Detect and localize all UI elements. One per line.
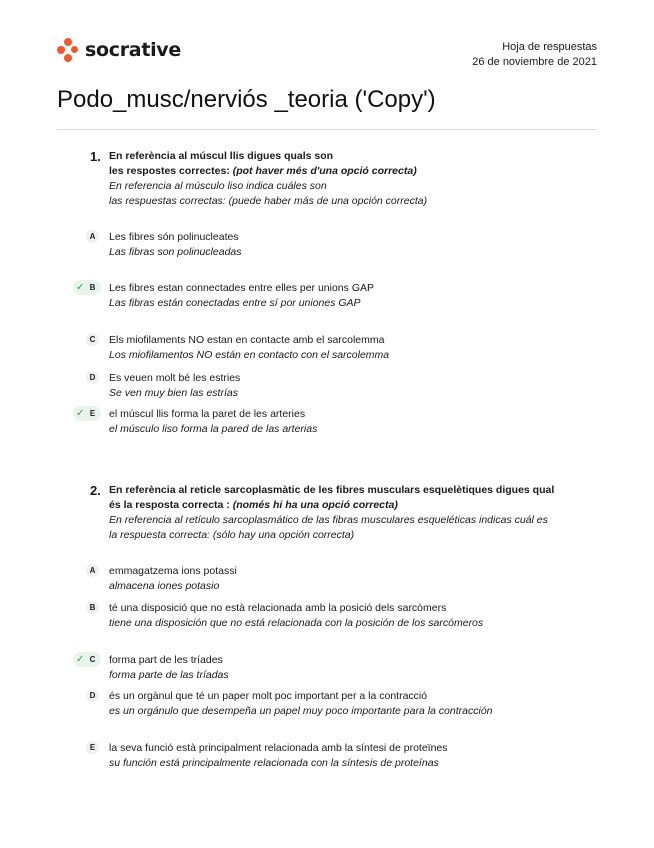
option-translation: Las fibras son polinucleadas: [109, 246, 242, 258]
question-number: 2.: [90, 483, 101, 498]
option-marker: [73, 370, 101, 385]
option-letter: C: [86, 653, 99, 666]
question-text: En referència al múscul llis digues quals son les respostes correctes:: [109, 150, 334, 177]
option-translation: el músculo liso forma la pared de las arterias: [109, 423, 318, 435]
option-text: Es veuen molt bé les estries: [109, 372, 241, 384]
check-icon: ✓: [76, 654, 85, 665]
option-translation: es un orgánulo que desempeña un papel muy poco importante para la contracción: [109, 705, 493, 717]
option-translation: Se ven muy bien las estrías: [109, 387, 238, 399]
option-letter: B: [86, 601, 99, 614]
socrative-logo: [57, 37, 181, 63]
option-translation: tiene una disposición que no está relacionada con la posición de los sarcómeros: [109, 617, 484, 629]
option-text: Les fibres estan connectades entre elles per unions GAP: [109, 282, 374, 294]
option-marker: [73, 563, 101, 578]
option-letter: E: [86, 741, 99, 754]
option-letter: B: [86, 281, 99, 294]
option-marker-correct: [73, 652, 101, 667]
option-2a: [73, 564, 593, 594]
option-letter: A: [86, 564, 99, 577]
option-1c: [73, 333, 593, 363]
option-marker: [73, 229, 101, 244]
check-icon: ✓: [76, 282, 85, 293]
option-1b: [73, 281, 593, 311]
option-2c: [73, 653, 593, 683]
option-text: Els miofilaments NO estan en contacte amb el sarcolemma: [109, 334, 385, 346]
option-letter: D: [86, 689, 99, 702]
option-marker: [73, 332, 101, 347]
option-translation: Las fibras están conectadas entre sí por uniones GAP: [109, 297, 361, 309]
option-2e: [73, 741, 593, 771]
option-letter: A: [86, 230, 99, 243]
option-marker-correct: [73, 280, 101, 295]
question-1: [90, 149, 590, 209]
option-2d: [73, 689, 593, 719]
question-text: En referència al reticle sarcoplasmàtic de les fibres musculars esquelètiques digues qual és la resposta correcta :: [109, 484, 555, 511]
option-translation: Los miofilamentos NO están en contacto con el sarcolemma: [109, 349, 390, 361]
option-translation: su función está principalmente relacionada con la síntesis de proteínas: [109, 757, 439, 769]
option-letter: E: [86, 407, 99, 420]
option-1a: [73, 230, 593, 260]
option-letter: C: [86, 333, 99, 346]
option-text: té una disposició que no està relacionada amb la posició dels sarcòmers: [109, 602, 447, 614]
question-2: [90, 483, 590, 543]
document-date: 26 de noviembre de 2021: [472, 56, 597, 68]
title-divider: [57, 129, 597, 130]
option-letter: D: [86, 371, 99, 384]
option-2b: [73, 601, 593, 631]
option-text: Les fibres són polinucleates: [109, 231, 239, 243]
question-number: 1.: [90, 149, 101, 164]
option-marker-correct: [73, 406, 101, 421]
question-note: (només hi ha una opció correcta): [232, 499, 398, 511]
option-marker: [73, 740, 101, 755]
option-text: la seva funció està principalment relacionada amb la síntesi de proteïnes: [109, 742, 448, 754]
document-type: Hoja de respuestas: [502, 41, 597, 53]
option-text: emmagatzema ions potassi: [109, 565, 237, 577]
option-text: el múscul llis forma la paret de les arteries: [109, 408, 306, 420]
socrative-logo-icon: [57, 37, 79, 63]
question-translation: En referencia al retículo sarcoplasmático de las fibras musculares esqueléticas indicas cuál es la respuesta correcta: (sólo hay una opción correcta): [109, 514, 548, 541]
brand-name: socrative: [85, 39, 181, 61]
option-marker: [73, 688, 101, 703]
option-1d: [73, 371, 593, 401]
option-text: és un orgànul que té un paper molt poc important per a la contracció: [109, 690, 428, 702]
question-note: (pot haver més d'una opció correcta): [232, 165, 417, 177]
question-translation: En referencia al músculo liso indica cuáles son las respuestas correctas: (puede haber más de una opción correcta): [109, 180, 428, 207]
document-meta: [472, 40, 597, 70]
option-text: forma part de les tríades: [109, 654, 223, 666]
option-translation: almacena iones potasio: [109, 580, 220, 592]
check-icon: ✓: [76, 408, 85, 419]
option-translation: forma parte de las tríadas: [109, 669, 229, 681]
option-marker: [73, 600, 101, 615]
page-title: Podo_musc/nerviós _teoria ('Copy'): [57, 86, 436, 113]
option-1e: [73, 407, 593, 437]
